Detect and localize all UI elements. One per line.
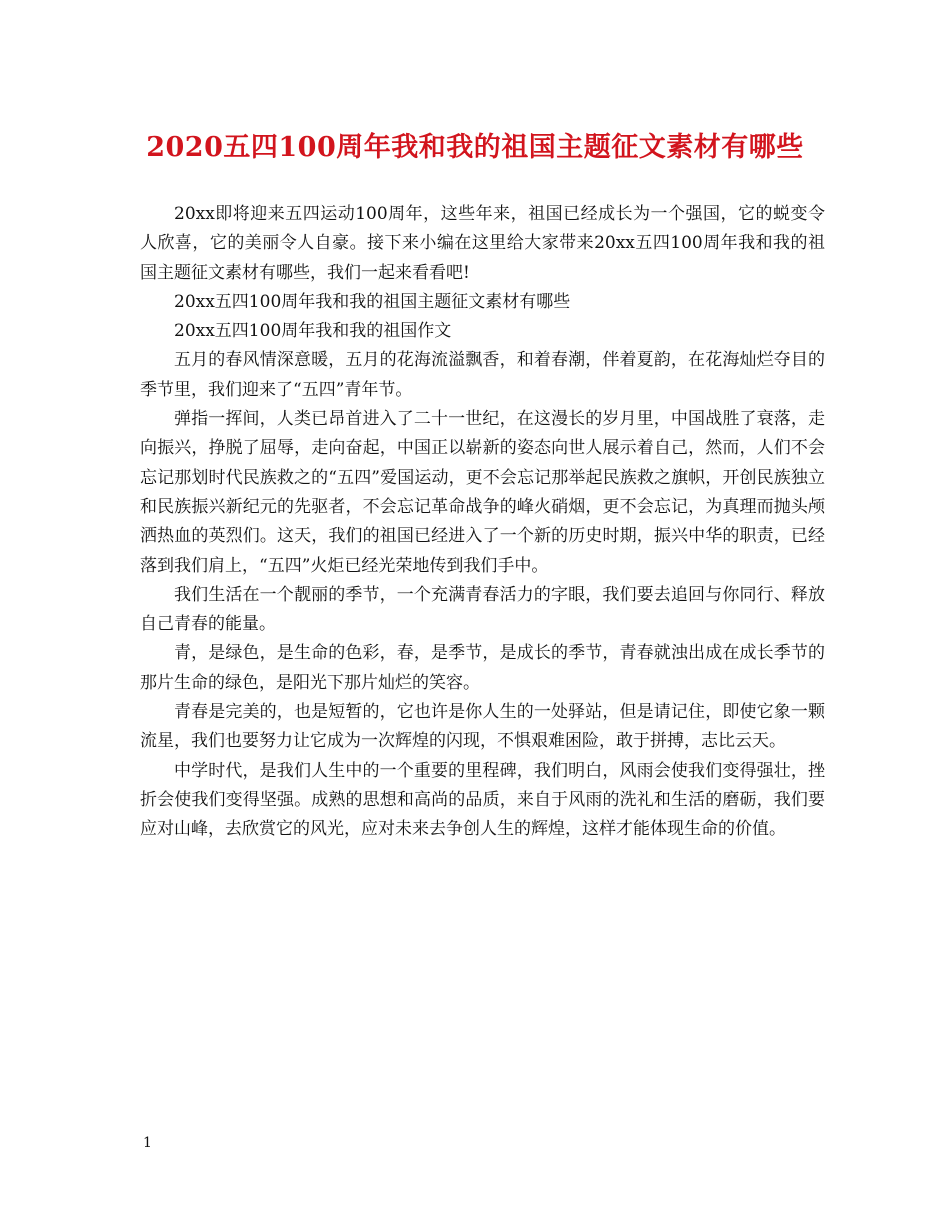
document-title: 2020五四100周年我和我的祖国主题征文素材有哪些 — [146, 132, 804, 163]
paragraph-subtitle-2: 20xx五四100周年我和我的祖国作文 — [174, 321, 452, 342]
paragraph-body: 青，是绿色，是生命的色彩，春，是季节，是成长的季节，青春就浊出成在成长季节的那片生命的绿色，是阳光下那片灿烂的笑容。 — [140, 643, 825, 693]
paragraph-body: 五月的春风情深意暖，五月的花海流溢飘香，和着春潮，伴着夏韵，在花海灿烂夺目的季节里，我们迎来了“五四”青年节。 — [140, 350, 825, 400]
document-body — [140, 200, 825, 845]
paragraph-body: 中学时代，是我们人生中的一个重要的里程碑，我们明白，风雨会使我们变得强壮，挫折会使我们变得坚强。成熟的思想和高尚的品质，来自于风雨的洗礼和生活的磨砺，我们要应对山峰，去欣赏它的风光，应对未来去争创人生的辉煌，这样才能体现生命的价值。 — [140, 760, 825, 840]
paragraph-body: 弹指一挥间，人类已昂首进入了二十一世纪，在这漫长的岁月里，中国战胜了衰落，走向振兴，挣脱了屈辱，走向奋起，中国正以崭新的姿态向世人展示着自己，然而，人们不会忘记那划时代民族救之的“五四”爱国运动，更不会忘记那举起民族救之旗帜，开创民族独立和民族振兴新纪元的先驱者，不会忘记革命战争的峰火硝烟，更不会忘记，为真理而抛头颅洒热血的英烈们。这天，我们的祖国已经进入了一个新的历史时期，振兴中华的职责，已经落到我们肩上，“五四”火炬已经光荣地传到我们手中。 — [140, 409, 825, 576]
paragraph-body: 青春是完美的，也是短暂的，它也许是你人生的一处驿站，但是请记住，即使它象一颗流星，我们也要努力让它成为一次辉煌的闪现，不惧艰难困险，敢于拼搏，志比云天。 — [140, 702, 825, 752]
paragraph-body: 我们生活在一个靓丽的季节，一个充满青春活力的字眼，我们要去追回与你同行、释放自己青春的能量。 — [140, 584, 825, 635]
page-number: 1 — [143, 1135, 152, 1151]
paragraph-intro: 20xx即将迎来五四运动100周年，这些年来，祖国已经成长为一个强国，它的蜕变令人欣喜，它的美丽令人自豪。接下来小编在这里给大家带来20xx五四100周年我和我的祖国主题征文素材有哪些，我们一起来看看吧! — [140, 204, 825, 283]
paragraph-subtitle-1: 20xx五四100周年我和我的祖国主题征文素材有哪些 — [174, 291, 571, 312]
